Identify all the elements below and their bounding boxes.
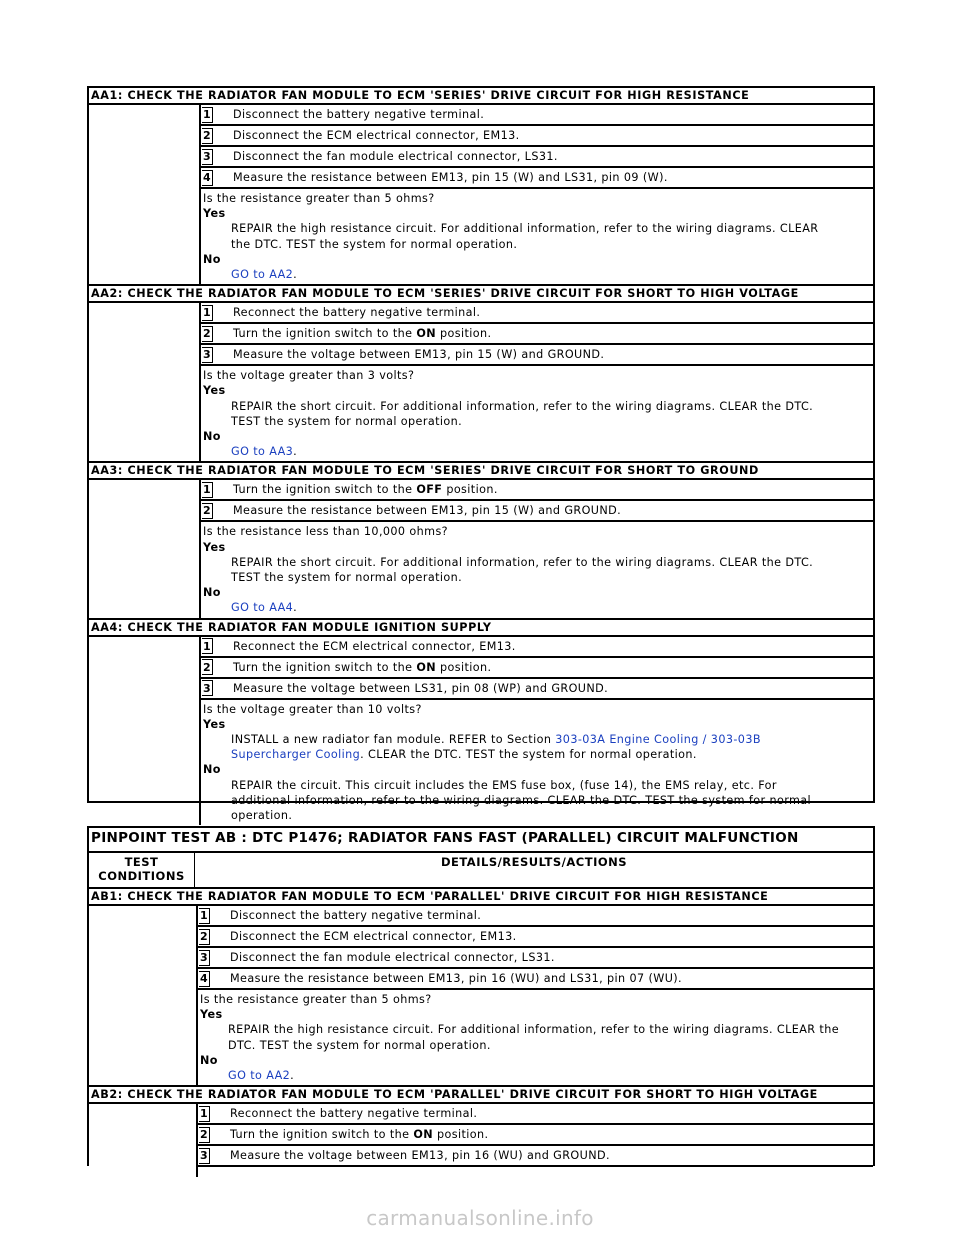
section-header-aa1: AA1: CHECK THE RADIATOR FAN MODULE TO ECM 'SERIES' DRIVE CIRCUIT FOR HIGH RESISTANCE: [89, 88, 873, 105]
step-row: [201, 501, 873, 522]
details-cell: [201, 480, 873, 617]
test-conditions-cell: [89, 480, 201, 617]
step-number: 1: [202, 108, 212, 121]
result-block: [198, 990, 873, 1085]
section-header-ab1: AB1: CHECK THE RADIATOR FAN MODULE TO ECM 'PARALLEL' DRIVE CIRCUIT FOR HIGH RESISTANCE: [89, 889, 873, 906]
yes-action-line: REPAIR the short circuit. For additional information, refer to the wiring diagrams. CLEAR the DTC.: [231, 399, 814, 413]
section-link[interactable]: 303-03A Engine Cooling / 303-03B: [555, 733, 761, 747]
yes-action-line: DTC. TEST the system for normal operation.: [228, 1038, 491, 1052]
result-block: [201, 700, 873, 826]
goto-link[interactable]: GO to AA2: [231, 268, 294, 282]
yes-label: Yes: [203, 540, 226, 554]
yes-action-line: REPAIR the high resistance circuit. For additional information, refer to the wiring diagrams. CLEAR the: [228, 1023, 839, 1037]
test-conditions-cell: [89, 906, 198, 1085]
section-header-ab2: AB2: CHECK THE RADIATOR FAN MODULE TO ECM 'PARALLEL' DRIVE CIRCUIT FOR SHORT TO HIGH VOLTAGE: [89, 1087, 873, 1104]
details-cell: [201, 105, 873, 284]
step-text: Measure the voltage between EM13, pin 16 (WU) and GROUND.: [230, 1149, 610, 1163]
step-row: [198, 948, 873, 969]
step-number: 3: [202, 150, 212, 163]
step-number: 3: [202, 681, 212, 695]
step-row: [201, 637, 873, 658]
pinpoint-test-ab-table: [87, 826, 875, 1166]
details-cell: [201, 637, 873, 826]
result-block: [201, 366, 873, 461]
step-number: 1: [202, 306, 212, 320]
step-number: 2: [202, 129, 212, 142]
details-results-actions-header: DETAILS/RESULTS/ACTIONS: [440, 855, 628, 869]
step-number: 1: [199, 909, 209, 922]
no-action-line: additional information, refer to the wiring diagrams. CLEAR the DTC. TEST the system for normal: [231, 793, 812, 807]
no-action-line: operation.: [231, 809, 293, 823]
step-number: 2: [202, 504, 212, 518]
section-link[interactable]: Supercharger Cooling: [231, 748, 361, 762]
yes-label: Yes: [200, 1008, 223, 1022]
step-number: 3: [199, 951, 209, 964]
no-label: No: [200, 1053, 218, 1067]
details-cell: [201, 303, 873, 461]
step-text: Turn the ignition switch to the ON position.: [230, 1128, 489, 1142]
yes-action-line: REPAIR the short circuit. For additional information, refer to the wiring diagrams. CLEAR the DTC.: [231, 555, 814, 569]
details-cell: [198, 906, 873, 1085]
step-number: 1: [202, 483, 212, 497]
no-label: No: [203, 252, 221, 266]
step-row: [198, 969, 873, 990]
no-action: GO to AA3.: [231, 445, 298, 459]
step-text: Measure the resistance between EM13, pin 16 (WU) and LS31, pin 07 (WU).: [230, 972, 682, 985]
table-title: PINPOINT TEST AB : DTC P1476; RADIATOR FANS FAST (PARALLEL) CIRCUIT MALFUNCTION: [89, 828, 873, 853]
step-text: Disconnect the fan module electrical connector, LS31.: [233, 150, 558, 163]
step-number: 3: [202, 348, 212, 362]
section-body-ab1: [89, 906, 873, 1087]
step-row: [201, 126, 873, 147]
step-row: [198, 1125, 873, 1146]
test-conditions-cell: [89, 303, 201, 461]
no-action: GO to AA2.: [231, 268, 298, 282]
step-row: [201, 324, 873, 345]
no-action-line: REPAIR the circuit. This circuit includes the EMS fuse box, (fuse 14), the EMS relay, etc. For: [231, 778, 777, 792]
section-body-aa2: [89, 303, 873, 463]
step-row: [201, 147, 873, 168]
section-body-ab2: [89, 1104, 873, 1177]
step-row: [201, 345, 873, 366]
step-text: Reconnect the battery negative terminal.: [230, 1107, 478, 1121]
step-text: Measure the voltage between LS31, pin 08 (WP) and GROUND.: [233, 681, 609, 695]
yes-action-line: Supercharger Cooling. CLEAR the DTC. TEST the system for normal operation.: [231, 748, 697, 762]
no-action: GO to AA4.: [231, 601, 298, 615]
step-row: [201, 105, 873, 126]
step-text: Turn the ignition switch to the ON position.: [233, 660, 492, 674]
step-text: Reconnect the ECM electrical connector, EM13.: [233, 639, 516, 653]
details-cell: [198, 1104, 873, 1177]
step-row: [198, 1146, 873, 1167]
test-conditions-cell: [89, 105, 201, 284]
step-number: 1: [199, 1107, 209, 1121]
step-number: 4: [202, 171, 212, 184]
step-text: Disconnect the ECM electrical connector, EM13.: [230, 930, 517, 943]
step-number: 2: [199, 930, 209, 943]
step-number: 3: [199, 1149, 209, 1163]
step-text: Turn the ignition switch to the OFF position.: [233, 483, 498, 497]
section-header-aa3: AA3: CHECK THE RADIATOR FAN MODULE TO ECM 'SERIES' DRIVE CIRCUIT FOR SHORT TO GROUND: [89, 463, 873, 480]
section-header-aa2: AA2: CHECK THE RADIATOR FAN MODULE TO ECM 'SERIES' DRIVE CIRCUIT FOR SHORT TO HIGH VOLTAGE: [89, 286, 873, 303]
column-header-row: [89, 853, 873, 889]
section-body-aa4: [89, 637, 873, 826]
yes-label: Yes: [203, 207, 226, 221]
step-text: Reconnect the battery negative terminal.: [233, 306, 481, 320]
result-block: [201, 522, 873, 617]
yes-action-line: TEST the system for normal operation.: [231, 414, 463, 428]
step-number: 4: [199, 972, 209, 985]
no-label: No: [203, 586, 221, 600]
yes-action-line: TEST the system for normal operation.: [231, 571, 463, 585]
step-row: [201, 480, 873, 501]
step-text: Disconnect the battery negative terminal.: [233, 108, 485, 121]
question-text: Is the resistance less than 10,000 ohms?: [203, 525, 449, 539]
step-number: 2: [202, 327, 212, 341]
no-label: No: [203, 763, 221, 777]
question-text: Is the voltage greater than 3 volts?: [203, 369, 415, 383]
section-body-aa3: [89, 480, 873, 619]
step-text: Disconnect the fan module electrical connector, LS31.: [230, 951, 555, 964]
yes-action-line: REPAIR the high resistance circuit. For additional information, refer to the wiring diagrams. CLEAR: [231, 222, 819, 236]
step-row: [201, 303, 873, 324]
no-action: GO to AA2.: [228, 1069, 295, 1083]
step-text: Turn the ignition switch to the ON position.: [233, 327, 492, 341]
step-row: [201, 168, 873, 189]
step-number: 2: [202, 660, 212, 674]
pinpoint-test-aa-table: [87, 86, 875, 823]
step-text: Measure the resistance between EM13, pin 15 (W) and LS31, pin 09 (W).: [233, 171, 668, 184]
step-text: Measure the resistance between EM13, pin 15 (W) and GROUND.: [233, 504, 622, 518]
step-row: [201, 658, 873, 679]
section-body-aa1: [89, 105, 873, 286]
result-block: [201, 189, 873, 284]
step-row: [198, 1104, 873, 1125]
yes-label: Yes: [203, 384, 226, 398]
yes-action-line: the DTC. TEST the system for normal operation.: [231, 237, 518, 251]
step-row: [201, 679, 873, 700]
test-conditions-cell: [89, 1104, 198, 1177]
continued-space: [198, 1167, 873, 1177]
watermark: carmanualsonline.info: [366, 1206, 594, 1230]
question-text: Is the resistance greater than 5 ohms?: [203, 192, 435, 205]
no-label: No: [203, 430, 221, 444]
goto-link[interactable]: GO to AA2: [228, 1069, 291, 1083]
step-number: 2: [199, 1128, 209, 1142]
question-text: Is the resistance greater than 5 ohms?: [200, 993, 432, 1006]
section-header-aa4: AA4: CHECK THE RADIATOR FAN MODULE IGNITION SUPPLY: [89, 620, 873, 637]
step-number: 1: [202, 639, 212, 653]
step-row: [198, 906, 873, 927]
yes-label: Yes: [203, 717, 226, 731]
step-row: [198, 927, 873, 948]
step-text: Disconnect the ECM electrical connector, EM13.: [233, 129, 520, 142]
goto-link[interactable]: GO to AA4: [231, 601, 294, 615]
question-text: Is the voltage greater than 10 volts?: [203, 702, 422, 716]
step-text: Disconnect the battery negative terminal.: [230, 909, 482, 922]
step-text: Measure the voltage between EM13, pin 15 (W) and GROUND.: [233, 348, 605, 362]
yes-action-line: INSTALL a new radiator fan module. REFER to Section 303-03A Engine Cooling / 303-03B: [231, 733, 761, 747]
goto-link[interactable]: GO to AA3: [231, 445, 294, 459]
test-conditions-cell: [89, 637, 201, 826]
test-conditions-header: TEST CONDITIONS: [89, 853, 195, 887]
